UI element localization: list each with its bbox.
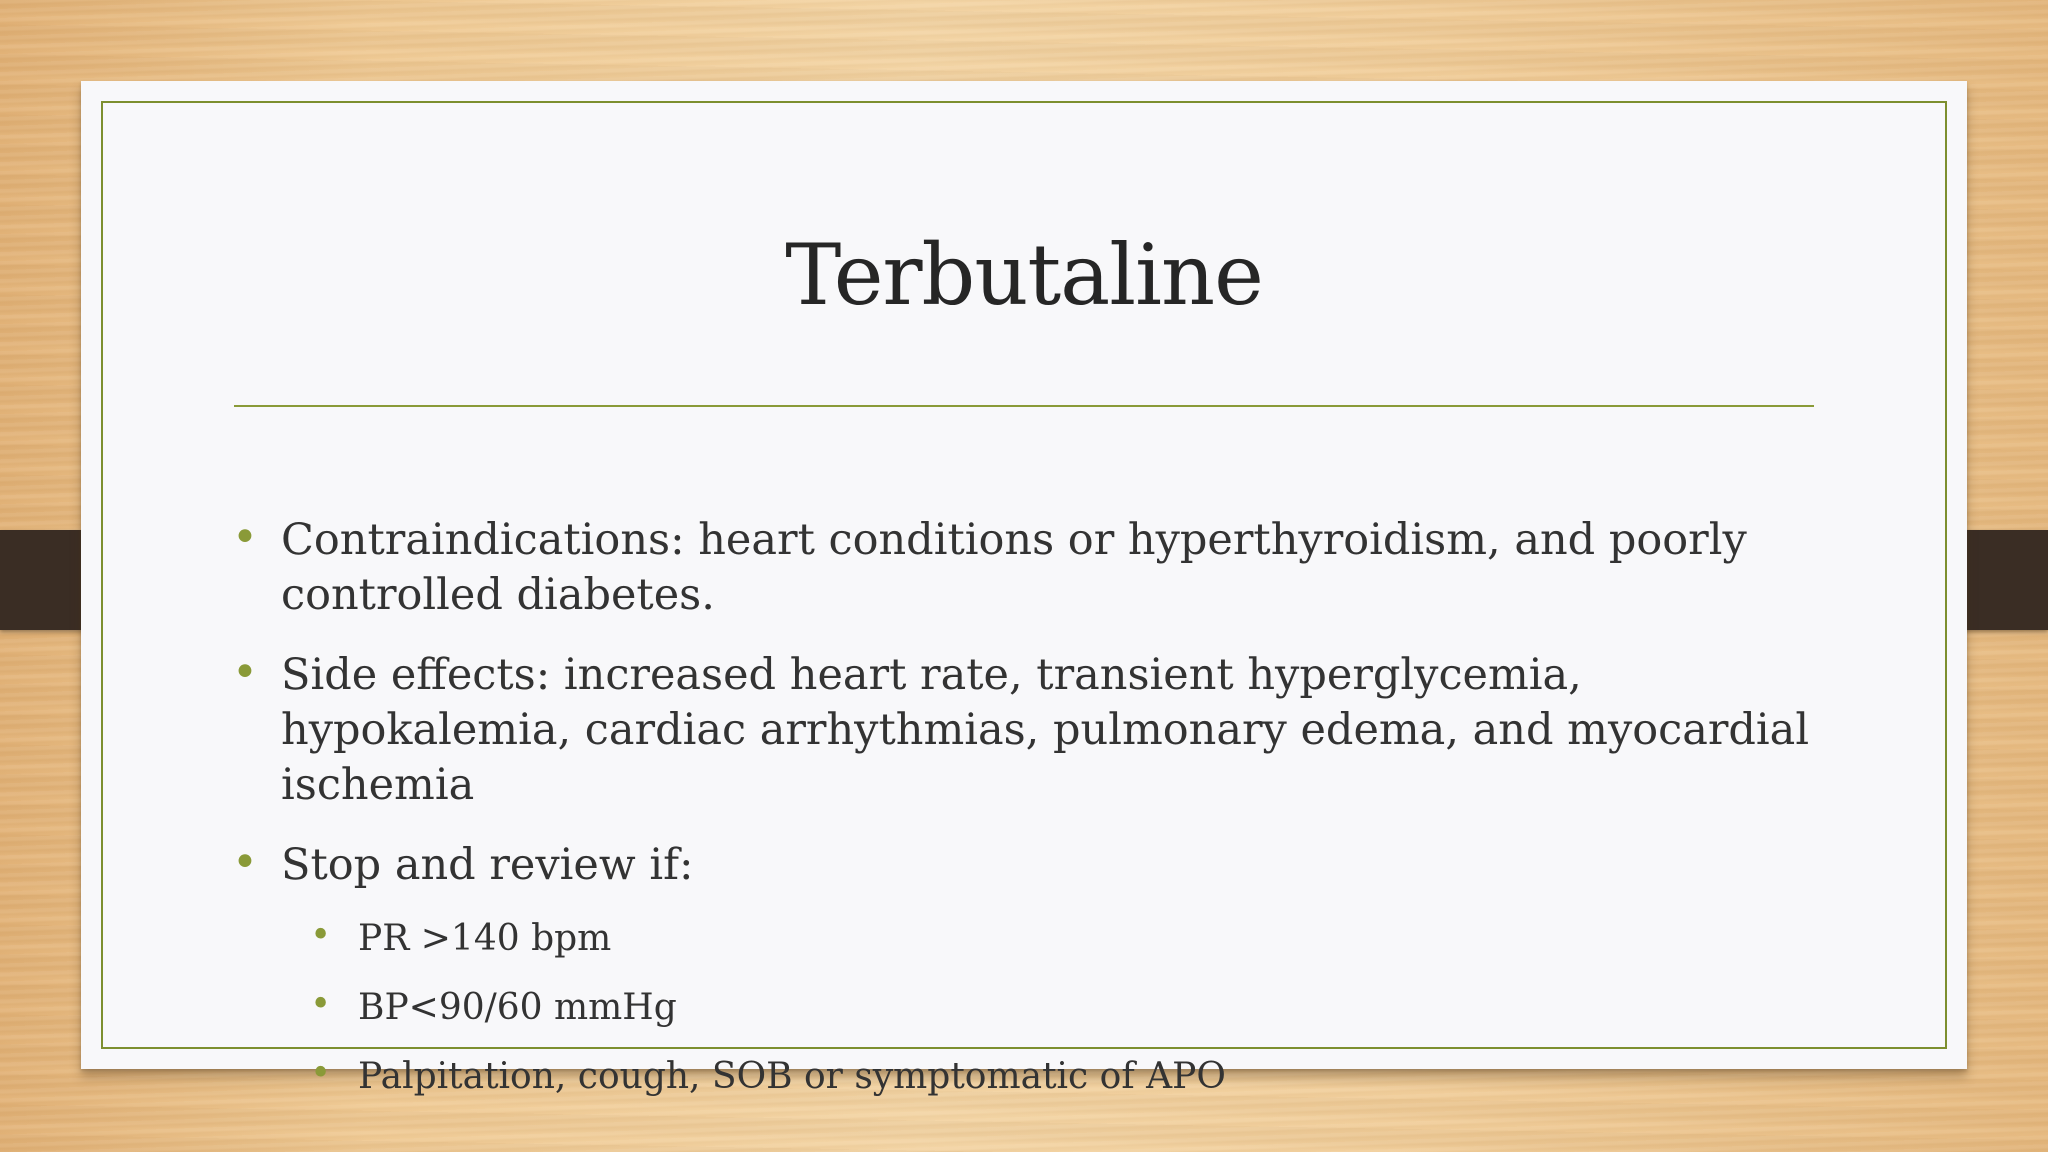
bullet-list (234, 513, 1834, 1120)
sub-bullet-symptoms: • Palpitation, cough, SOB or symptomatic of APO (234, 1051, 1834, 1103)
slide (81, 81, 1967, 1097)
bullet-stop-review: • Stop and review if: (234, 838, 1834, 893)
sub-bullet-pulse-rate: • PR >140 bpm (234, 913, 1834, 965)
sub-bullet-blood-pressure: • BP<90/60 mmHg (234, 982, 1834, 1034)
slide-title: Terbutaline (785, 226, 1263, 324)
title-divider (234, 405, 1814, 407)
bullet-side-effects: • Side effects: increased heart rate, transient hyperglycemia, hypokalemia, cardiac arrhythmias, pulmonary edema, and myocardial ischemia (234, 648, 1834, 813)
bullet-contraindications: • Contraindications: heart conditions or hyperthyroidism, and poorly controlled diabetes. (234, 513, 1834, 623)
